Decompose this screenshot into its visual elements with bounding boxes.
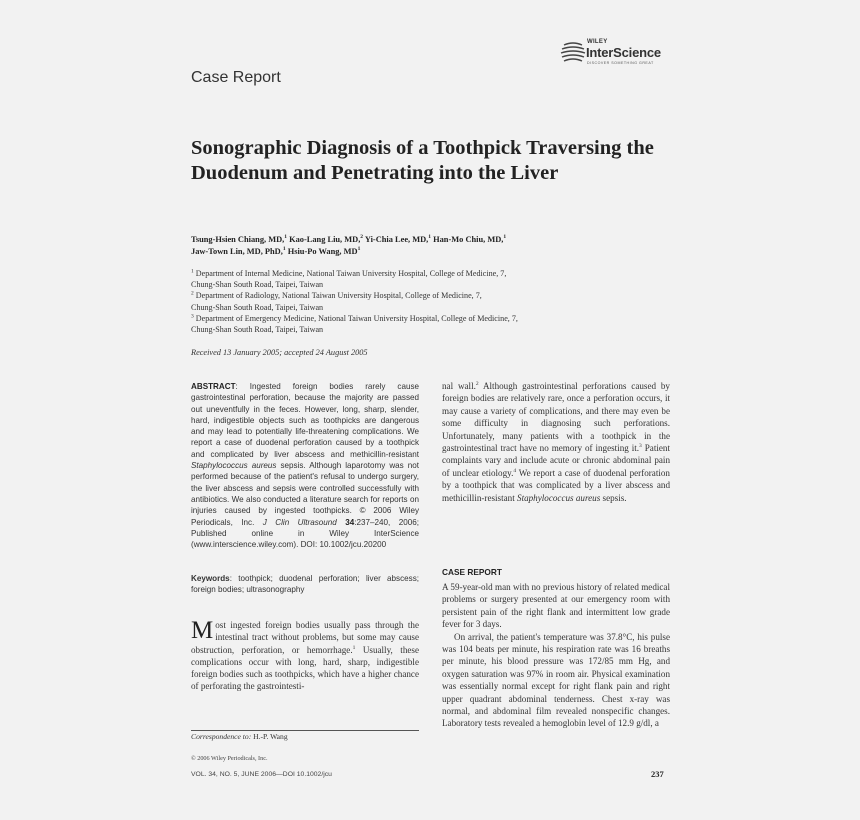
author-sup: 1: [503, 234, 507, 241]
case-paragraph: On arrival, the patient's temperature was 37.8°C, his pulse was 104 beats per minute, his respiration rate was 16 breaths per minute, his blood pressure was 172/85 mm Hg, and oxygen saturation was 97% in room air. Physical examination was essentially normal except for right flank pain and right upper quadrant abdominal tenderness. Chest x-ray was normal, and abdominal film revealed nonspecific changes. Laboratory tests revealed a hemoglobin level of 12.9 g/dl, a: [442, 631, 670, 729]
intro-paragraph: Most ingested foreign bodies usually pass through the intestinal tract without problems, but some may cause obstruction, perforation, or hemorrhage.$^1$ Usually, these complications occur with long, hard, sharp, indigestible foreign bodies such as toothpicks, which have a higher chance of perforating the gastrointesti-: [191, 617, 419, 692]
author-list: [191, 234, 621, 258]
affiliations: [191, 268, 631, 335]
author-sup: 1: [428, 234, 432, 241]
case-report-body: [442, 581, 670, 730]
abstract: ABSTRACT: Ingested foreign bodies rarely cause gastrointestinal perforation, because the majority are passed out uneventfully in the feces. However, long, sharp, slender, hard, indigestible objects such as toothpicks are dangerous and may lead to potentially life-threatening complications. We report a case of duodenal perforation caused by a toothpick and complicated by liver abscess and methicillin-resistant Staphylococcus aureus sepsis. Although laparotomy was not performed because of the patient's refusal to undergo surgery, the liver abscess and sepsis were controlled successfully with antibiotics. We also conducted a literature search for reports on injuries caused by ingested toothpicks. © 2006 Wiley Periodicals, Inc. J Clin Ultrasound 34:237–240, 2006; Published online in Wiley InterScience (www.interscience.wiley.com). DOI: 10.1002/jcu.20200: [191, 382, 419, 550]
footnote-rule: [191, 730, 419, 731]
affiliation-line: Chung-Shan South Road, Taipei, Taiwan: [191, 280, 324, 290]
author-sup: 1: [282, 246, 286, 253]
globe-lines-icon: [560, 40, 586, 66]
correspondence: Correspondence to: H.-P. Wang: [191, 732, 288, 741]
author-sup: 1: [357, 246, 361, 253]
drop-cap: M: [191, 617, 214, 644]
logo-tagline: DISCOVER SOMETHING GREAT: [587, 61, 654, 65]
author-sup: 2: [360, 234, 364, 241]
author-name: Tsung-Hsien Chiang, MD,: [191, 235, 285, 244]
footer-citation: VOL. 34, NO. 5, JUNE 2006—DOI 10.1002/jcu: [191, 771, 332, 778]
publisher-name: WILEY: [587, 39, 608, 45]
wiley-interscience-logo[interactable]: [560, 38, 675, 70]
keywords: Keywords: toothpick; duodenal perforation; liver abscess; foreign bodies; ultrasonography: [191, 574, 419, 595]
page-number: 237: [651, 769, 664, 779]
author-name: Jaw-Town Lin, MD, PhD,: [191, 247, 283, 256]
affiliation-line: $^2$ Department of Radiology, National Taiwan University Hospital, College of Medicine, 7,: [191, 290, 482, 301]
section-label: Case Report: [191, 69, 281, 86]
affiliation-line: $^1$ Department of Internal Medicine, National Taiwan University Hospital, College of Medicine, 7,: [191, 268, 507, 278]
interscience-wordmark: InterScience: [586, 45, 661, 60]
case-report-heading: CASE REPORT: [442, 567, 502, 577]
affiliation-line: $^3$ Department of Emergency Medicine, National Taiwan University Hospital, College of Medicine, 7,: [191, 313, 518, 323]
received-dates: Received 13 January 2005; accepted 24 August 2005: [191, 348, 368, 357]
affiliation-line: Chung-Shan South Road, Taipei, Taiwan: [191, 302, 324, 312]
author-name: Yi-Chia Lee, MD,: [364, 235, 429, 244]
article-title: Sonographic Diagnosis of a Toothpick Traversing the Duodenum and Penetrating into the Liver: [191, 137, 654, 184]
copyright: © 2006 Wiley Periodicals, Inc.: [191, 755, 268, 762]
keywords-label: Keywords: [191, 574, 230, 583]
author-name: Han-Mo Chiu, MD,: [433, 235, 504, 244]
right-column-paragraph: nal wall.$^2$ Although gastrointestinal perforations caused by foreign bodies are relatively rare, once a perforation occurs, it may cause a variety of complications, and there may even be some difficulty in diagnosing such perforations. Unfortunately, many patients with a toothpick in the gastrointestinal tract have no memory of ingesting it.$^3$ Patient complaints vary and include acute or chronic abdominal pain of unclear etiology.$^4$ We report a case of duodenal perforation by a toothpick that was complicated by a liver abscess and methicillin-resistant Staphylococcus aureus sepsis.: [442, 380, 670, 503]
abstract-label: ABSTRACT: [191, 382, 236, 391]
affiliation-line: Chung-Shan South Road, Taipei, Taiwan: [191, 325, 324, 335]
case-paragraph: A 59-year-old man with no previous history of related medical problems or surgery presented at our emergency room with persistent pain of the right flank and intermittent low grade fever for 3 days.: [442, 582, 670, 630]
author-sup: 1: [284, 234, 287, 241]
author-name: Hsiu-Po Wang, MD: [287, 247, 358, 256]
journal-name: J Clin Ultrasound: [262, 517, 337, 527]
citation-text: :237–240, 2006; Published online in Wiley InterScience (www.interscience.wiley.com). DOI: 10.1002/jcu.20200: [191, 517, 419, 550]
author-name: Kao-Lang Liu, MD,: [289, 235, 361, 244]
